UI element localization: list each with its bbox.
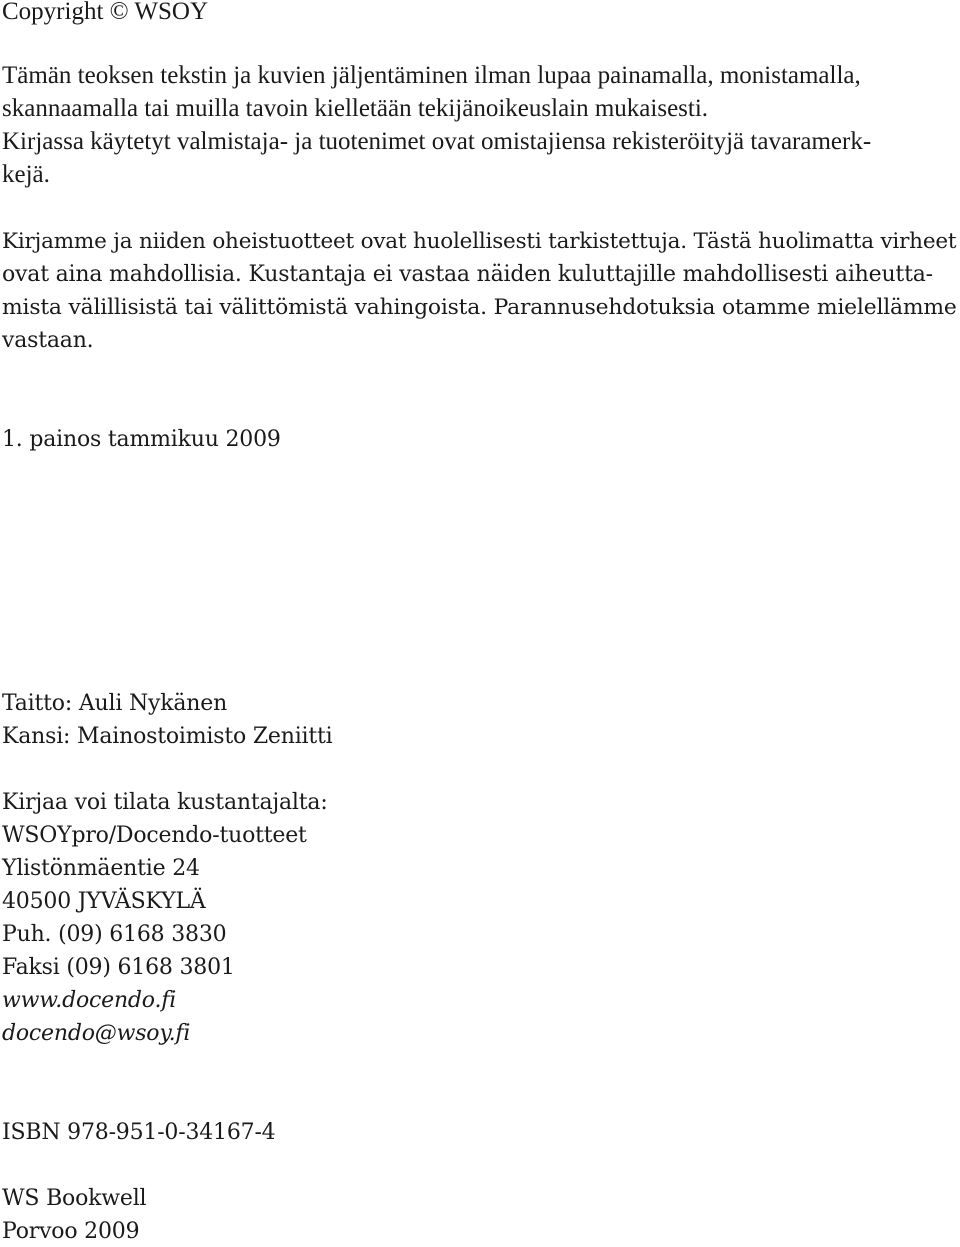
paragraph-line: skannaamalla tai muilla tavoin kielletään tekijänoikeuslain mukaisesti. <box>2 95 709 122</box>
postal-city: 40500 JYVÄSKYLÄ <box>2 889 206 914</box>
layout-credit: Taitto: Auli Nykänen <box>2 691 228 716</box>
paragraph-line: Tämän teoksen tekstin ja kuvien jäljentäminen ilman lupaa painamalla, monistamalla, <box>2 62 861 89</box>
street-address: Ylistönmäentie 24 <box>2 856 200 881</box>
paragraph-line: kejä. <box>2 161 50 188</box>
isbn-line: ISBN 978-951-0-34167-4 <box>2 1120 276 1145</box>
copyright-line: Copyright © WSOY <box>2 0 209 25</box>
paragraph-line: mista välillisistä tai välittömistä vahingoista. Parannusehdotuksia otamme mielellämme <box>2 295 957 320</box>
paragraph-line: ovat aina mahdollisia. Kustantaja ei vastaa näiden kuluttajille mahdollisesti aiheutta- <box>2 262 933 287</box>
printer-place-year: Porvoo 2009 <box>2 1219 140 1244</box>
paragraph-line: vastaan. <box>2 328 94 353</box>
edition-line: 1. painos tammikuu 2009 <box>2 427 281 452</box>
printer-name: WS Bookwell <box>2 1186 147 1211</box>
email-link[interactable]: docendo@wsoy.fi <box>2 1021 191 1046</box>
paragraph-line: Kirjamme ja niiden oheistuotteet ovat huolellisesti tarkistettuja. Tästä huolimatta virheet <box>2 229 957 254</box>
publisher-name: WSOYpro/Docendo-tuotteet <box>2 823 307 848</box>
cover-credit: Kansi: Mainostoimisto Zeniitti <box>2 724 333 749</box>
website-link[interactable]: www.docendo.fi <box>2 988 177 1013</box>
paragraph-line: Kirjassa käytetyt valmistaja- ja tuotenimet ovat omistajiensa rekisteröityjä tavaramerk- <box>2 128 872 155</box>
fax-number: Faksi (09) 6168 3801 <box>2 955 235 980</box>
order-heading: Kirjaa voi tilata kustantajalta: <box>2 790 328 815</box>
phone-number: Puh. (09) 6168 3830 <box>2 922 227 947</box>
